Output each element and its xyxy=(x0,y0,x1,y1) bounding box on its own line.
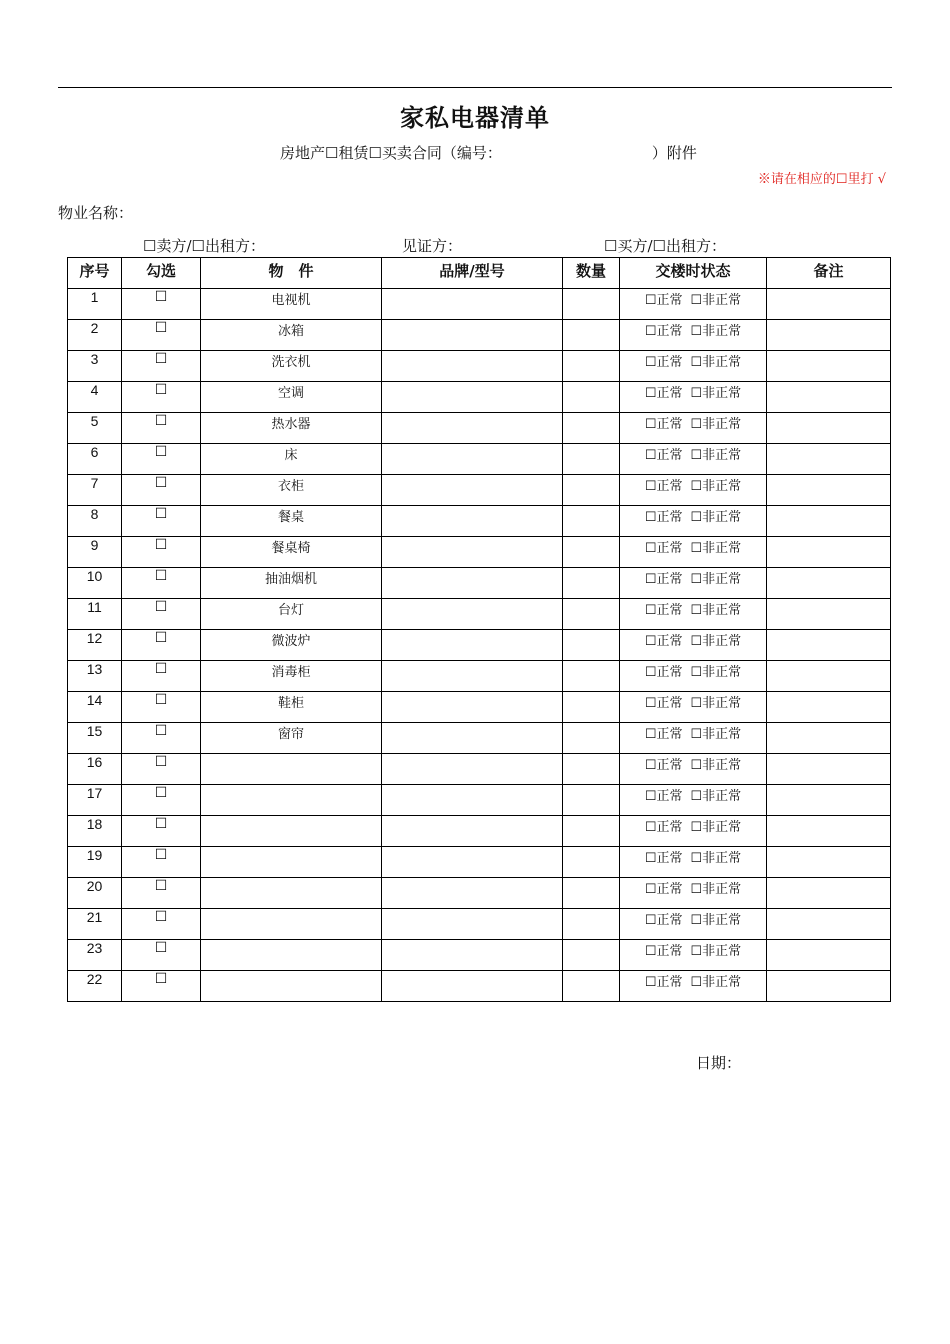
contract-prefix: 房地产☐租赁☐买卖合同（编号： xyxy=(280,144,502,162)
row-status-cell xyxy=(620,971,767,1002)
row-checkbox[interactable]: ☐ xyxy=(122,599,201,630)
row-number: 10 xyxy=(68,568,122,599)
row-quantity-cell[interactable] xyxy=(563,661,620,692)
status-normal-checkbox[interactable]: ☐正常 xyxy=(644,696,683,711)
table-row xyxy=(68,630,891,661)
row-status-cell xyxy=(620,382,767,413)
col-header-brand: 品牌/型号 xyxy=(382,258,563,289)
row-brand-cell[interactable] xyxy=(382,692,563,723)
table-row xyxy=(68,320,891,351)
status-abnormal-checkbox[interactable]: ☐非正常 xyxy=(690,293,742,308)
row-checkbox[interactable]: ☐ xyxy=(122,692,201,723)
col-header-status: 交楼时状态 xyxy=(620,258,767,289)
status-normal-checkbox[interactable]: ☐正常 xyxy=(644,727,683,742)
row-quantity-cell[interactable] xyxy=(563,723,620,754)
top-rule xyxy=(58,87,892,88)
row-status-cell xyxy=(620,754,767,785)
row-item-name: 餐桌 xyxy=(201,506,382,537)
row-brand-cell[interactable] xyxy=(382,661,563,692)
row-checkbox[interactable]: ☐ xyxy=(122,444,201,475)
row-brand-cell[interactable] xyxy=(382,289,563,320)
status-normal-checkbox[interactable]: ☐正常 xyxy=(644,975,683,990)
row-quantity-cell[interactable] xyxy=(563,971,620,1002)
status-normal-checkbox[interactable]: ☐正常 xyxy=(644,293,683,308)
row-brand-cell[interactable] xyxy=(382,413,563,444)
status-abnormal-checkbox[interactable]: ☐非正常 xyxy=(690,355,742,370)
table-row xyxy=(68,909,891,940)
row-checkbox[interactable]: ☐ xyxy=(122,351,201,382)
row-number: 23 xyxy=(68,940,122,971)
row-checkbox[interactable]: ☐ xyxy=(122,847,201,878)
table-row xyxy=(68,506,891,537)
row-remarks-cell[interactable] xyxy=(767,289,891,320)
status-abnormal-checkbox[interactable]: ☐非正常 xyxy=(690,634,742,649)
row-checkbox[interactable]: ☐ xyxy=(122,909,201,940)
row-remarks-cell[interactable] xyxy=(767,506,891,537)
row-checkbox[interactable]: ☐ xyxy=(122,537,201,568)
row-remarks-cell[interactable] xyxy=(767,909,891,940)
status-normal-checkbox[interactable]: ☐正常 xyxy=(644,448,683,463)
contract-line xyxy=(280,142,697,163)
status-abnormal-checkbox[interactable]: ☐非正常 xyxy=(690,479,742,494)
row-checkbox[interactable]: ☐ xyxy=(122,723,201,754)
status-normal-checkbox[interactable]: ☐正常 xyxy=(644,789,683,804)
status-normal-checkbox[interactable]: ☐正常 xyxy=(644,851,683,866)
status-abnormal-checkbox[interactable]: ☐非正常 xyxy=(690,448,742,463)
instruction-note: ※请在相应的☐里打 √ xyxy=(757,172,886,187)
table-row xyxy=(68,444,891,475)
furniture-appliance-table xyxy=(67,257,891,1002)
table-row xyxy=(68,971,891,1002)
table-row xyxy=(68,940,891,971)
status-normal-checkbox[interactable]: ☐正常 xyxy=(644,944,683,959)
status-normal-checkbox[interactable]: ☐正常 xyxy=(644,572,683,587)
row-number: 1 xyxy=(68,289,122,320)
row-remarks-cell[interactable] xyxy=(767,382,891,413)
row-remarks-cell[interactable] xyxy=(767,847,891,878)
row-checkbox[interactable]: ☐ xyxy=(122,878,201,909)
row-status-cell xyxy=(620,785,767,816)
row-checkbox[interactable]: ☐ xyxy=(122,785,201,816)
row-item-name: 电视机 xyxy=(201,289,382,320)
row-status-cell xyxy=(620,661,767,692)
page-title: 家私电器清单 xyxy=(400,104,550,132)
status-abnormal-checkbox[interactable]: ☐非正常 xyxy=(690,727,742,742)
status-normal-checkbox[interactable]: ☐正常 xyxy=(644,634,683,649)
row-status-cell xyxy=(620,413,767,444)
row-item-name: 消毒柜 xyxy=(201,661,382,692)
row-remarks-cell[interactable] xyxy=(767,320,891,351)
row-brand-cell[interactable] xyxy=(382,723,563,754)
row-status-cell xyxy=(620,692,767,723)
row-brand-cell[interactable] xyxy=(382,754,563,785)
row-checkbox[interactable]: ☐ xyxy=(122,971,201,1002)
row-item-name: 抽油烟机 xyxy=(201,568,382,599)
row-remarks-cell[interactable] xyxy=(767,785,891,816)
status-abnormal-checkbox[interactable]: ☐非正常 xyxy=(690,696,742,711)
table-row xyxy=(68,599,891,630)
row-checkbox[interactable]: ☐ xyxy=(122,816,201,847)
row-item-name xyxy=(201,909,382,940)
status-abnormal-checkbox[interactable]: ☐非正常 xyxy=(690,820,742,835)
row-quantity-cell[interactable] xyxy=(563,909,620,940)
row-brand-cell[interactable] xyxy=(382,909,563,940)
row-remarks-cell[interactable] xyxy=(767,692,891,723)
row-checkbox[interactable]: ☐ xyxy=(122,568,201,599)
status-abnormal-checkbox[interactable]: ☐非正常 xyxy=(690,510,742,525)
seller-label: ☐卖方/☐出租方： xyxy=(143,237,265,255)
row-number: 22 xyxy=(68,971,122,1002)
row-number: 2 xyxy=(68,320,122,351)
row-item-name: 洗衣机 xyxy=(201,351,382,382)
row-item-name: 空调 xyxy=(201,382,382,413)
row-number: 18 xyxy=(68,816,122,847)
row-item-name xyxy=(201,847,382,878)
row-quantity-cell[interactable] xyxy=(563,568,620,599)
status-normal-checkbox[interactable]: ☐正常 xyxy=(644,417,683,432)
row-remarks-cell[interactable] xyxy=(767,940,891,971)
table-header-row xyxy=(68,258,891,289)
row-remarks-cell[interactable] xyxy=(767,351,891,382)
property-name-label: 物业名称： xyxy=(58,204,134,222)
row-status-cell xyxy=(620,599,767,630)
row-number: 13 xyxy=(68,661,122,692)
status-abnormal-checkbox[interactable]: ☐非正常 xyxy=(690,882,742,897)
row-item-name xyxy=(201,940,382,971)
status-abnormal-checkbox[interactable]: ☐非正常 xyxy=(690,975,742,990)
status-normal-checkbox[interactable]: ☐正常 xyxy=(644,479,683,494)
row-number: 7 xyxy=(68,475,122,506)
row-brand-cell[interactable] xyxy=(382,599,563,630)
status-abnormal-checkbox[interactable]: ☐非正常 xyxy=(690,417,742,432)
status-normal-checkbox[interactable]: ☐正常 xyxy=(644,913,683,928)
row-quantity-cell[interactable] xyxy=(563,878,620,909)
table-row xyxy=(68,289,891,320)
row-status-cell xyxy=(620,568,767,599)
row-quantity-cell[interactable] xyxy=(563,289,620,320)
row-status-cell xyxy=(620,878,767,909)
row-brand-cell[interactable] xyxy=(382,475,563,506)
row-quantity-cell[interactable] xyxy=(563,599,620,630)
status-abnormal-checkbox[interactable]: ☐非正常 xyxy=(690,603,742,618)
row-brand-cell[interactable] xyxy=(382,878,563,909)
status-normal-checkbox[interactable]: ☐正常 xyxy=(644,882,683,897)
col-header-qty: 数量 xyxy=(563,258,620,289)
row-quantity-cell[interactable] xyxy=(563,537,620,568)
status-normal-checkbox[interactable]: ☐正常 xyxy=(644,758,683,773)
row-brand-cell[interactable] xyxy=(382,351,563,382)
row-number: 14 xyxy=(68,692,122,723)
row-checkbox[interactable]: ☐ xyxy=(122,661,201,692)
table-row xyxy=(68,382,891,413)
row-brand-cell[interactable] xyxy=(382,444,563,475)
row-status-cell xyxy=(620,506,767,537)
row-item-name: 微波炉 xyxy=(201,630,382,661)
status-abnormal-checkbox[interactable]: ☐非正常 xyxy=(690,758,742,773)
row-quantity-cell[interactable] xyxy=(563,506,620,537)
status-normal-checkbox[interactable]: ☐正常 xyxy=(644,324,683,339)
row-brand-cell[interactable] xyxy=(382,506,563,537)
row-number: 3 xyxy=(68,351,122,382)
table-row xyxy=(68,351,891,382)
row-checkbox[interactable]: ☐ xyxy=(122,506,201,537)
row-item-name xyxy=(201,971,382,1002)
row-brand-cell[interactable] xyxy=(382,630,563,661)
col-header-check: 勾选 xyxy=(122,258,201,289)
row-item-name: 餐桌椅 xyxy=(201,537,382,568)
row-remarks-cell[interactable] xyxy=(767,816,891,847)
row-brand-cell[interactable] xyxy=(382,940,563,971)
status-normal-checkbox[interactable]: ☐正常 xyxy=(644,386,683,401)
row-item-name xyxy=(201,878,382,909)
row-item-name: 热水器 xyxy=(201,413,382,444)
row-quantity-cell[interactable] xyxy=(563,940,620,971)
row-checkbox[interactable]: ☐ xyxy=(122,940,201,971)
row-remarks-cell[interactable] xyxy=(767,971,891,1002)
row-number: 21 xyxy=(68,909,122,940)
status-abnormal-checkbox[interactable]: ☐非正常 xyxy=(690,665,742,680)
row-status-cell xyxy=(620,940,767,971)
row-checkbox[interactable]: ☐ xyxy=(122,320,201,351)
row-quantity-cell[interactable] xyxy=(563,320,620,351)
row-quantity-cell[interactable] xyxy=(563,475,620,506)
status-normal-checkbox[interactable]: ☐正常 xyxy=(644,665,683,680)
row-status-cell xyxy=(620,723,767,754)
row-checkbox[interactable]: ☐ xyxy=(122,630,201,661)
buyer-label: ☐买方/☐出租方： xyxy=(604,237,726,255)
row-brand-cell[interactable] xyxy=(382,537,563,568)
row-quantity-cell[interactable] xyxy=(563,816,620,847)
row-quantity-cell[interactable] xyxy=(563,413,620,444)
row-brand-cell[interactable] xyxy=(382,568,563,599)
status-abnormal-checkbox[interactable]: ☐非正常 xyxy=(690,944,742,959)
row-item-name: 冰箱 xyxy=(201,320,382,351)
row-item-name: 台灯 xyxy=(201,599,382,630)
row-remarks-cell[interactable] xyxy=(767,537,891,568)
row-quantity-cell[interactable] xyxy=(563,847,620,878)
row-item-name: 衣柜 xyxy=(201,475,382,506)
row-remarks-cell[interactable] xyxy=(767,630,891,661)
row-quantity-cell[interactable] xyxy=(563,785,620,816)
col-header-remarks: 备注 xyxy=(767,258,891,289)
row-number: 11 xyxy=(68,599,122,630)
table-row xyxy=(68,692,891,723)
row-brand-cell[interactable] xyxy=(382,382,563,413)
witness-label: 见证方： xyxy=(402,237,463,255)
row-status-cell xyxy=(620,444,767,475)
table-row xyxy=(68,785,891,816)
row-brand-cell[interactable] xyxy=(382,847,563,878)
row-item-name: 窗帘 xyxy=(201,723,382,754)
row-brand-cell[interactable] xyxy=(382,320,563,351)
row-checkbox[interactable]: ☐ xyxy=(122,413,201,444)
row-number: 17 xyxy=(68,785,122,816)
table-row xyxy=(68,537,891,568)
row-number: 12 xyxy=(68,630,122,661)
table-row xyxy=(68,723,891,754)
row-status-cell xyxy=(620,630,767,661)
row-quantity-cell[interactable] xyxy=(563,630,620,661)
row-status-cell xyxy=(620,475,767,506)
row-remarks-cell[interactable] xyxy=(767,878,891,909)
row-status-cell xyxy=(620,320,767,351)
row-number: 20 xyxy=(68,878,122,909)
row-remarks-cell[interactable] xyxy=(767,661,891,692)
row-checkbox[interactable]: ☐ xyxy=(122,289,201,320)
status-abnormal-checkbox[interactable]: ☐非正常 xyxy=(690,913,742,928)
status-normal-checkbox[interactable]: ☐正常 xyxy=(644,541,683,556)
row-item-name xyxy=(201,785,382,816)
row-number: 8 xyxy=(68,506,122,537)
row-checkbox[interactable]: ☐ xyxy=(122,382,201,413)
status-abnormal-checkbox[interactable]: ☐非正常 xyxy=(690,324,742,339)
table-row xyxy=(68,568,891,599)
row-number: 19 xyxy=(68,847,122,878)
status-normal-checkbox[interactable]: ☐正常 xyxy=(644,510,683,525)
row-status-cell xyxy=(620,289,767,320)
row-number: 4 xyxy=(68,382,122,413)
status-normal-checkbox[interactable]: ☐正常 xyxy=(644,603,683,618)
row-remarks-cell[interactable] xyxy=(767,444,891,475)
row-status-cell xyxy=(620,816,767,847)
row-quantity-cell[interactable] xyxy=(563,382,620,413)
row-quantity-cell[interactable] xyxy=(563,351,620,382)
row-remarks-cell[interactable] xyxy=(767,413,891,444)
col-header-item: 物 件 xyxy=(201,258,382,289)
row-checkbox[interactable]: ☐ xyxy=(122,475,201,506)
row-item-name xyxy=(201,816,382,847)
status-normal-checkbox[interactable]: ☐正常 xyxy=(644,820,683,835)
row-quantity-cell[interactable] xyxy=(563,754,620,785)
row-remarks-cell[interactable] xyxy=(767,754,891,785)
col-header-no: 序号 xyxy=(68,258,122,289)
table-row xyxy=(68,475,891,506)
row-status-cell xyxy=(620,909,767,940)
contract-suffix: ）附件 xyxy=(651,144,697,162)
row-brand-cell[interactable] xyxy=(382,971,563,1002)
table-row xyxy=(68,878,891,909)
row-item-name: 鞋柜 xyxy=(201,692,382,723)
row-status-cell xyxy=(620,847,767,878)
row-remarks-cell[interactable] xyxy=(767,723,891,754)
row-brand-cell[interactable] xyxy=(382,816,563,847)
row-number: 16 xyxy=(68,754,122,785)
row-quantity-cell[interactable] xyxy=(563,444,620,475)
row-status-cell xyxy=(620,537,767,568)
row-status-cell xyxy=(620,351,767,382)
table-row xyxy=(68,847,891,878)
date-label: 日期： xyxy=(696,1054,742,1072)
status-abnormal-checkbox[interactable]: ☐非正常 xyxy=(690,789,742,804)
status-abnormal-checkbox[interactable]: ☐非正常 xyxy=(690,541,742,556)
table-row xyxy=(68,413,891,444)
row-remarks-cell[interactable] xyxy=(767,568,891,599)
row-number: 15 xyxy=(68,723,122,754)
row-quantity-cell[interactable] xyxy=(563,692,620,723)
status-abnormal-checkbox[interactable]: ☐非正常 xyxy=(690,851,742,866)
row-number: 9 xyxy=(68,537,122,568)
row-remarks-cell[interactable] xyxy=(767,475,891,506)
status-abnormal-checkbox[interactable]: ☐非正常 xyxy=(690,572,742,587)
row-item-name: 床 xyxy=(201,444,382,475)
status-normal-checkbox[interactable]: ☐正常 xyxy=(644,355,683,370)
row-brand-cell[interactable] xyxy=(382,785,563,816)
row-checkbox[interactable]: ☐ xyxy=(122,754,201,785)
table-row xyxy=(68,816,891,847)
row-item-name xyxy=(201,754,382,785)
table-row xyxy=(68,754,891,785)
row-number: 5 xyxy=(68,413,122,444)
table-row xyxy=(68,661,891,692)
status-abnormal-checkbox[interactable]: ☐非正常 xyxy=(690,386,742,401)
row-remarks-cell[interactable] xyxy=(767,599,891,630)
row-number: 6 xyxy=(68,444,122,475)
